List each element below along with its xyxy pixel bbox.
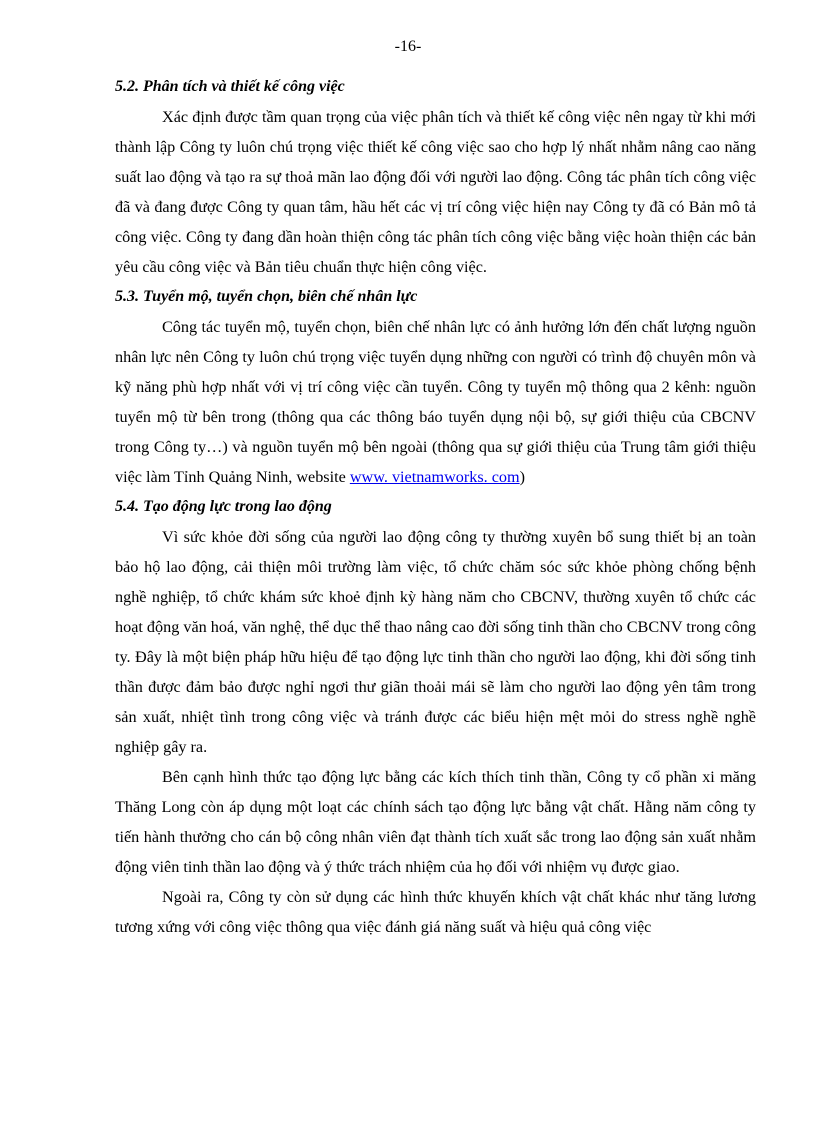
paragraph-5-4-2: Bên cạnh hình thức tạo động lực bằng các kích thích tinh thần, Công ty cổ phần xi măng Thăng Long còn áp dụng một loạt các chính sách tạo động lực bằng vật chất. Hằng năm công ty tiến hành thưởng cho cán bộ công nhân viên đạt thành tích xuất sắc trong lao động sản xuất nhằm động viên tinh thần lao động và ý thức trách nhiệm của họ đối với nhiệm vụ được giao.	[115, 768, 756, 876]
section-heading-5-2: 5.2. Phân tích và thiết kế công việc	[115, 78, 345, 95]
paragraph-5-4-1: Vì sức khỏe đời sống của người lao động công ty thường xuyên bổ sung thiết bị an toàn bảo hộ lao động, cải thiện môi trường làm việc, tổ chức chăm sóc sức khỏe phòng chống bệnh nghề nghiệp, tổ chức khám sức khoẻ định kỳ hàng năm cho CBCNV, thường xuyên tổ chức các hoạt động văn hoá, văn nghệ, thể dục thể thao nâng cao đời sống tinh thần cho CBCNV trong công ty. Đây là một biện pháp hữu hiệu để tạo động lực tinh thần cho người lao động, khi đời sống tinh thần được đảm bảo được nghỉ ngơi thư giãn thoải mái sẽ làm cho người lao động yên tâm trong sản xuất, nhiệt tình trong công việc và tránh được các biểu hiện mệt mỏi do stress nghề nghề nghiệp gây ra.	[115, 528, 756, 756]
paragraph-5-2-1: Xác định được tầm quan trọng của việc phân tích và thiết kế công việc nên ngay từ khi mới thành lập Công ty luôn chú trọng việc thiết kế công việc sao cho hợp lý nhất nhằm nâng cao năng suất lao động và tạo ra sự thoả mãn lao động đối với người lao động. Công tác phân tích công việc đã và đang được Công ty quan tâm, hầu hết các vị trí công việc hiện nay Công ty đã có Bản mô tả công việc. Công ty đang dần hoàn thiện công tác phân tích công việc bằng việc hoàn thiện các bản yêu cầu công việc và Bản tiêu chuẩn thực hiện công việc.	[115, 108, 756, 276]
page-number: -16-	[394, 38, 422, 55]
paragraph-5-3-closing: )	[519, 468, 526, 486]
document-body	[115, 72, 756, 942]
section-heading-5-4: 5.4. Tạo động lực trong lao động	[115, 498, 332, 515]
paragraph-5-4-3: Ngoài ra, Công ty còn sử dụng các hình thức khuyến khích vật chất khác như tăng lương tương xứng với công việc thông qua việc đánh giá năng suất và hiệu quả công việc	[115, 888, 756, 936]
paragraph-5-3-text: Công tác tuyển mộ, tuyển chọn, biên chế nhân lực có ảnh hưởng lớn đến chất lượng nguồn nhân lực nên Công ty luôn chú trọng việc tuyển dụng những con người có trình độ chuyên môn và kỹ năng phù hợp nhất với vị trí công việc cần tuyển. Công ty tuyển mộ thông qua 2 kênh: nguồn tuyển mộ từ bên trong (thông qua các thông báo tuyển dụng nội bộ, sự giới thiệu của CBCNV trong Công ty…) và nguồn tuyển mộ bên ngoài (thông qua sự giới thiệu của Trung tâm giới thiệu việc làm Tỉnh Quảng Ninh, website	[115, 318, 756, 486]
paragraph-5-3-1	[115, 312, 756, 492]
section-heading-5-3: 5.3. Tuyển mộ, tuyển chọn, biên chế nhân lực	[115, 288, 418, 305]
website-link[interactable]: www. vietnamworks. com	[349, 468, 520, 486]
